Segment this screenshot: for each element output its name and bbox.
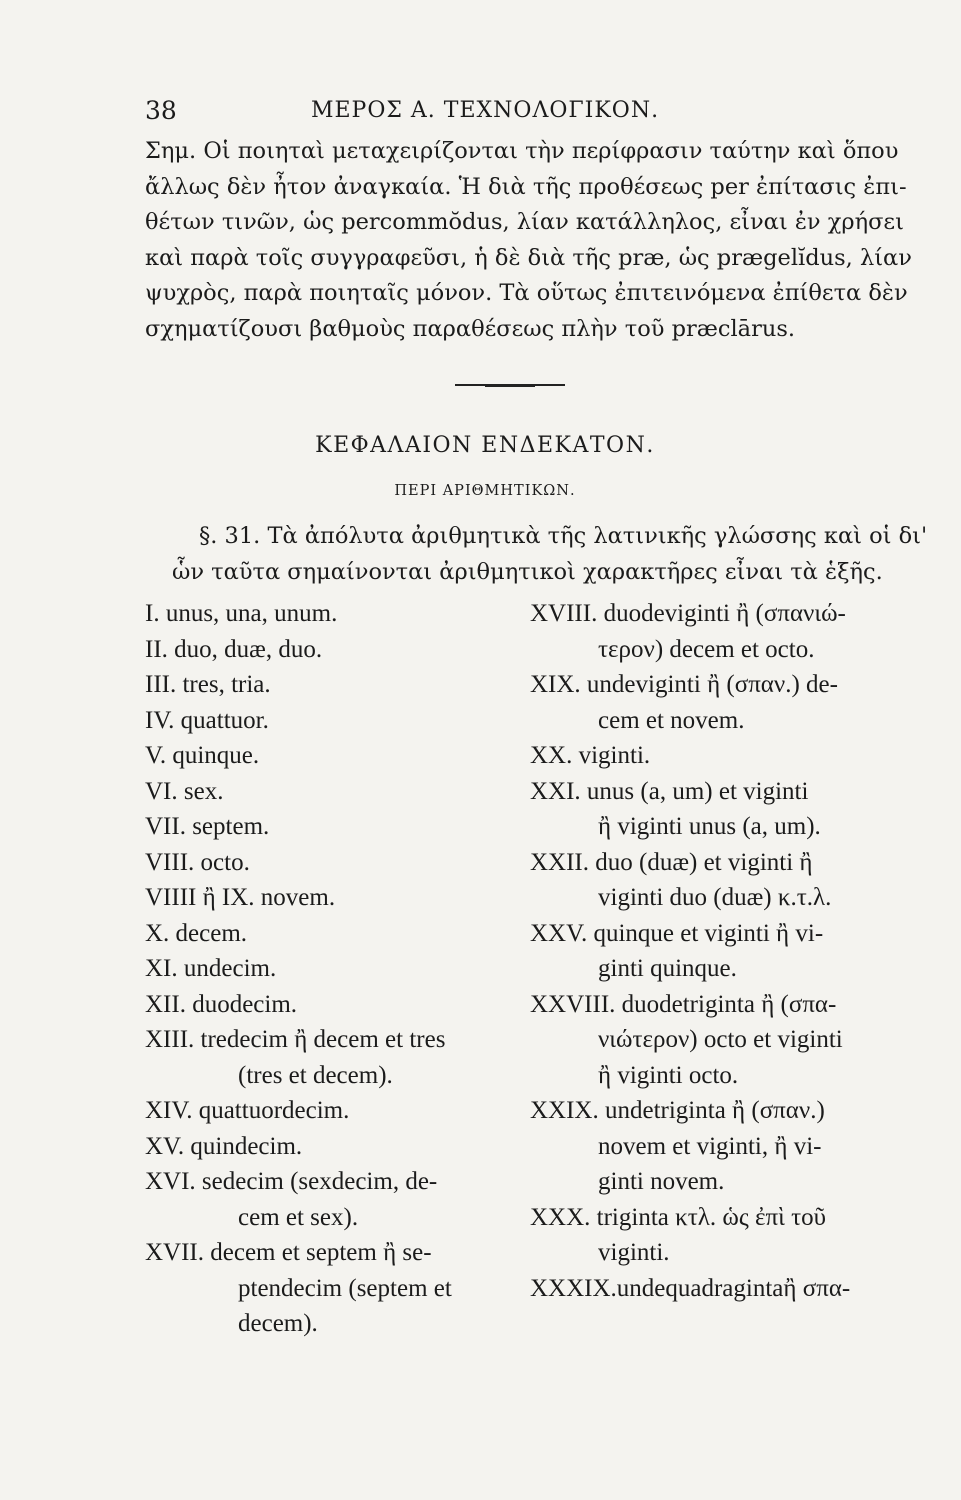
numeral-entry: XX. viginti. xyxy=(530,742,651,769)
numeral-entry: XV. quindecim. xyxy=(145,1132,303,1160)
note-line: σχηματίζουσι βαθμοὺς παραθέσεως πλὴν τοῦ præclārus. xyxy=(145,315,796,342)
numeral-entry: VIIII ἢ IX. novem. xyxy=(145,884,336,911)
numeral-entry-continuation: ginti novem. xyxy=(598,1168,725,1195)
numeral-entry: VII. septem. xyxy=(145,813,270,840)
page-number: 38 xyxy=(145,96,177,125)
numeral-entry-continuation: (tres et decem). xyxy=(238,1061,393,1089)
numeral-entry: II. duo, duæ, duo. xyxy=(145,635,323,663)
note-line: θέτων τινῶν, ὡς percommŏdus, λίαν κατάλληλος, εἶναι ἐν χρήσει xyxy=(145,209,904,235)
numeral-entry: XIV. quattuordecim. xyxy=(145,1097,350,1124)
numeral-entry-continuation: decem). xyxy=(238,1310,318,1337)
numeral-entry-continuation: ginti quinque. xyxy=(598,955,737,982)
numeral-entry: XVIII. duodeviginti ἢ (σπανιώ- xyxy=(530,600,846,627)
numeral-entry: XXV. quinque et viginti ἢ vi- xyxy=(530,919,824,947)
numeral-entry: III. tres, tria. xyxy=(145,671,271,698)
note-paragraph xyxy=(145,134,912,347)
chapter-subtitle: ΠΕΡΙ ΑΡΙΘΜΗΤΙΚΩΝ. xyxy=(394,483,576,499)
numeral-entry-continuation: ἢ viginti octo. xyxy=(598,1061,739,1089)
numeral-entry-continuation: viginti duo (duæ) κ.τ.λ. xyxy=(598,884,832,911)
numeral-entry: XI. undecim. xyxy=(145,955,277,982)
section-intro xyxy=(145,519,928,590)
section-divider-rule xyxy=(455,384,565,386)
numeral-entry-continuation: novem et viginti, ἢ vi- xyxy=(598,1132,822,1160)
numeral-entry: V. quinque. xyxy=(145,742,260,769)
numeral-entry-continuation: viginti. xyxy=(598,1239,670,1266)
numeral-entry: IV. quattuor. xyxy=(145,706,269,734)
numeral-entry-continuation: ptendecim (septem et xyxy=(238,1274,452,1302)
numeral-entry: I. unus, una, unum. xyxy=(145,600,338,627)
numeral-entry: XII. duodecim. xyxy=(145,990,298,1018)
numerals-right-column xyxy=(530,596,935,1306)
numeral-entry: VIII. octo. xyxy=(145,848,250,876)
numeral-entry-continuation: cem et sex). xyxy=(238,1203,359,1231)
numeral-entry-continuation: τερον) decem et octo. xyxy=(598,635,815,663)
numeral-entry: XXX. triginta κτλ. ὡς ἐπὶ τοῦ xyxy=(530,1203,827,1231)
numeral-entry: XXIX. undetriginta ἢ (σπαν.) xyxy=(530,1097,825,1124)
numeral-entry: VI. sex. xyxy=(145,777,224,805)
numeral-entry: XXVIII. duodetriginta ἢ (σπα- xyxy=(530,990,837,1018)
numeral-entry: XXXIX.undequadragintaἢ σπα- xyxy=(530,1274,851,1302)
numeral-entry-continuation: νιώτερον) octo et viginti xyxy=(598,1026,843,1053)
numeral-entry: XIII. tredecim ἢ decem et tres xyxy=(145,1026,446,1053)
numeral-entry: XXII. duo (duæ) et viginti ἢ xyxy=(530,848,813,876)
chapter-title: ΚΕΦΑΛΑΙΟΝ ΕΝΔΕΚΑΤΟΝ. xyxy=(315,433,655,458)
running-title: ΜΕΡΟΣ Α. ΤΕΧΝΟΛΟΓΙΚΟΝ. xyxy=(310,98,660,123)
numeral-entry: XVII. decem et septem ἢ se- xyxy=(145,1239,432,1266)
numerals-left-column xyxy=(145,596,520,1342)
note-line: καὶ παρὰ τοῖς συγγραφεῦσι, ἡ δὲ διὰ τῆς præ, ὡς prægelĭdus, λίαν xyxy=(145,244,912,271)
note-line: Σημ. Οἱ ποιηταὶ μεταχειρίζονται τὴν περίφρασιν ταύτην καὶ ὅπου xyxy=(145,138,899,164)
numeral-entry: XVI. sedecim (sexdecim, de- xyxy=(145,1168,438,1195)
section-line: ὧν ταῦτα σημαίνονται ἀριθμητικοὶ χαρακτῆρες εἶναι τὰ ἑξῆς. xyxy=(172,558,883,585)
section-line: §. 31. Τὰ ἀπόλυτα ἀριθμητικὰ τῆς λατινικῆς γλώσσης καὶ οἱ δι' xyxy=(199,523,928,549)
note-line: ψυχρὸς, παρὰ ποιηταῖς μόνον. Τὰ οὕτως ἐπιτεινόμενα ἐπίθετα δὲν xyxy=(145,280,908,306)
page-header xyxy=(145,96,825,130)
numeral-entry: XXI. unus (a, um) et viginti xyxy=(530,777,809,805)
numeral-entry: XIX. undeviginti ἢ (σπαν.) de- xyxy=(530,671,838,698)
numeral-entry-continuation: ἢ viginti unus (a, um). xyxy=(598,813,821,840)
numeral-entry: X. decem. xyxy=(145,919,248,947)
note-line: ἄλλως δὲν ἦτον ἀναγκαία. Ἡ διὰ τῆς προθέσεως per ἐπίτασις ἐπι- xyxy=(145,173,907,200)
numeral-entry-continuation: cem et novem. xyxy=(598,706,745,734)
